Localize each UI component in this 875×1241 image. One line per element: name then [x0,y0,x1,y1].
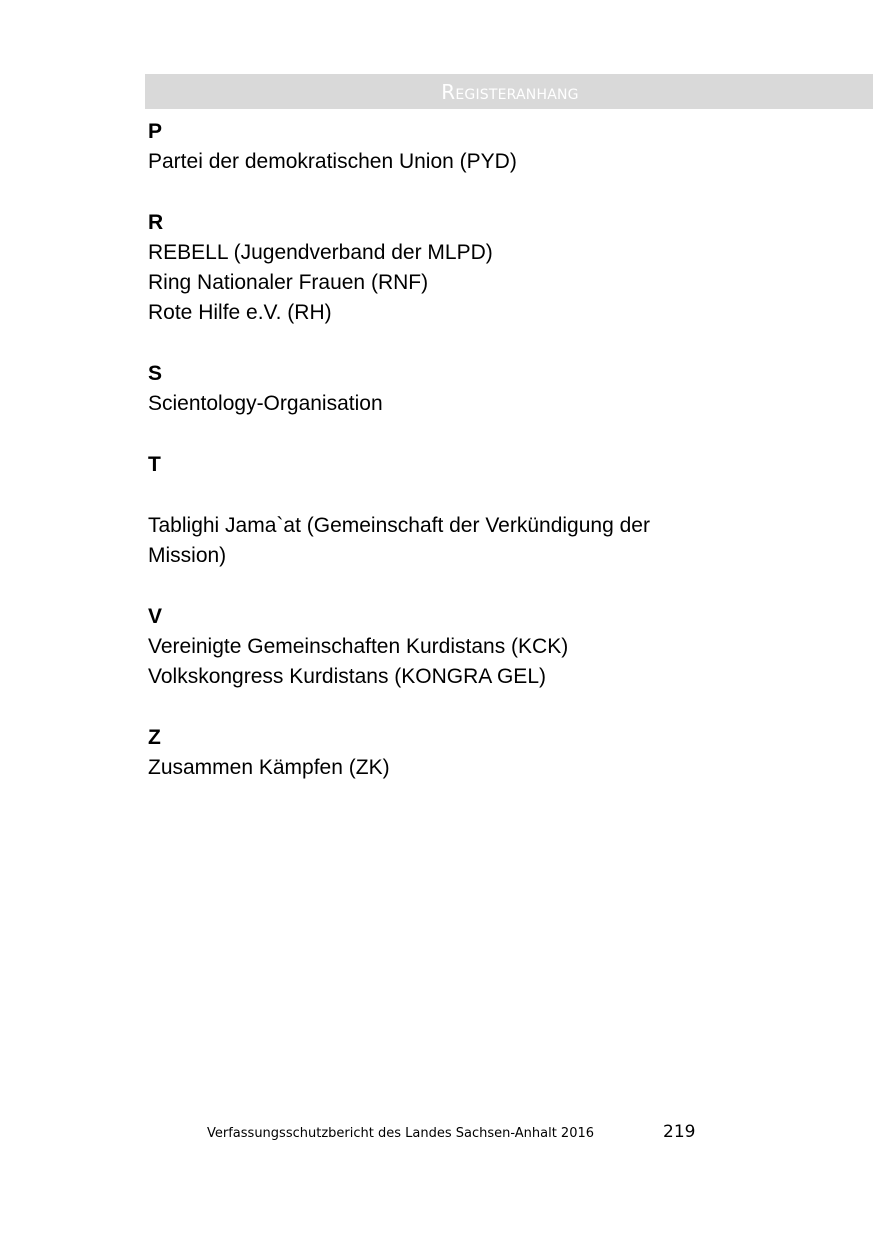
index-entry: Vereinigte Gemeinschaften Kurdistans (KCK) [148,635,569,658]
index-section-v [148,602,768,692]
register-index [148,117,768,783]
index-entry: Rote Hilfe e.V. (RH) [148,301,332,324]
index-entry: Partei der demokratischen Union (PYD) [148,150,517,173]
index-entry: Tablighi Jama`at (Gemeinschaft der Verkündigung der Mission) [148,514,650,567]
index-letter: T [148,453,161,476]
index-entry: Scientology-Organisation [148,392,383,415]
index-letter: R [148,211,164,234]
section-header-band [145,74,873,109]
index-section-s [148,359,768,419]
index-letter: P [148,120,163,143]
section-header-title: Registeranhang [441,80,579,104]
index-section-t [148,450,768,571]
index-letter: Z [148,726,161,749]
index-section-r [148,208,768,328]
index-entry: Zusammen Kämpfen (ZK) [148,756,390,779]
index-letter: S [148,362,163,385]
index-entry: REBELL (Jugendverband der MLPD) [148,241,493,264]
footer-page-number: 219 [663,1122,696,1142]
index-letter: V [148,605,163,628]
index-entry: Ring Nationaler Frauen (RNF) [148,271,429,294]
index-section-z [148,723,768,783]
index-entry: Volkskongress Kurdistans (KONGRA GEL) [148,665,546,688]
index-section-p [148,117,768,177]
footer-report-title: Verfassungsschutzbericht des Landes Sachsen-Anhalt 2016 [207,1126,595,1141]
